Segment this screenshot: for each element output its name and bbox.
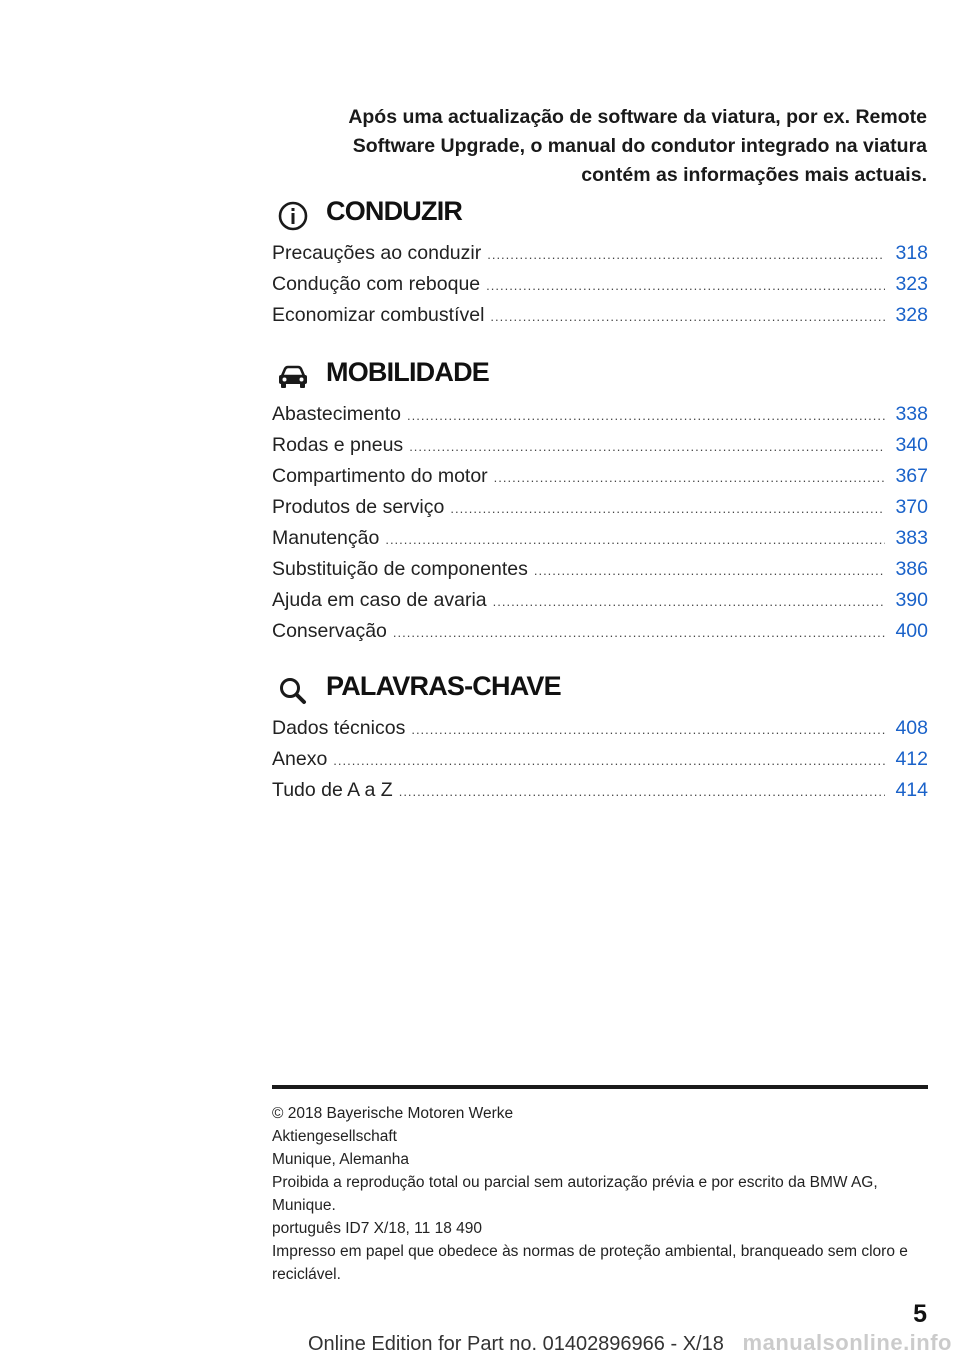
colophon-line: português ID7 X/18, 11 18 490 xyxy=(272,1220,482,1237)
online-edition-footer: Online Edition for Part no. 01402896966 - X/18 xyxy=(308,1333,724,1355)
colophon-line: Impresso em papel que obedece às normas de proteção ambiental, branqueado sem cloro e xyxy=(272,1243,908,1260)
toc-entry[interactable] xyxy=(272,616,928,647)
toc-entry-label: Economizar combustível xyxy=(272,304,485,326)
toc-leader-dots xyxy=(490,301,885,332)
info-icon xyxy=(276,199,310,233)
toc-page-link[interactable]: 370 xyxy=(895,496,928,518)
toc-leader-dots xyxy=(493,586,886,617)
toc-page-link[interactable]: 323 xyxy=(895,273,928,295)
toc-page-link[interactable]: 412 xyxy=(895,748,928,770)
toc-leader-dots xyxy=(411,714,885,745)
toc-entry-label: Precauções ao conduzir xyxy=(272,242,482,264)
divider xyxy=(272,1085,928,1089)
toc-leader-dots xyxy=(486,270,885,301)
section-title: MOBILIDADE xyxy=(326,357,489,387)
toc-page-link[interactable]: 338 xyxy=(895,403,928,425)
toc-leader-dots xyxy=(393,617,886,648)
intro-line-1: Após uma actualização de software da viatura, por ex. Remote xyxy=(348,106,927,128)
toc-entry[interactable] xyxy=(272,399,928,430)
toc-page-link[interactable]: 414 xyxy=(895,779,928,801)
toc-entry[interactable] xyxy=(272,554,928,585)
toc-page-link[interactable]: 400 xyxy=(895,620,928,642)
section-palavras-chave xyxy=(272,669,928,806)
intro-note xyxy=(287,103,927,190)
colophon xyxy=(272,1102,928,1286)
toc-entry-label: Condução com reboque xyxy=(272,273,481,295)
car-icon xyxy=(276,360,310,394)
toc-page-link[interactable]: 340 xyxy=(895,434,928,456)
watermark: manualsonline.info xyxy=(742,1330,952,1355)
toc-page-link[interactable]: 383 xyxy=(895,527,928,549)
toc-page-link[interactable]: 386 xyxy=(895,558,928,580)
toc-leader-dots xyxy=(534,555,886,586)
toc-page-link[interactable]: 318 xyxy=(895,242,928,264)
section-title: CONDUZIR xyxy=(326,196,463,226)
toc-entry-label: Tudo de A a Z xyxy=(272,779,393,801)
colophon-line: Munique, Alemanha xyxy=(272,1151,410,1168)
toc-leader-dots xyxy=(409,431,885,462)
section-title: PALAVRAS-CHAVE xyxy=(326,671,561,701)
colophon-line: Munique. xyxy=(272,1197,336,1214)
toc-entry-label: Dados técnicos xyxy=(272,717,406,739)
intro-line-3: contém as informações mais actuais. xyxy=(581,164,927,186)
section-header xyxy=(272,194,928,238)
toc-entry[interactable] xyxy=(272,775,928,806)
toc-page-link[interactable]: 367 xyxy=(895,465,928,487)
section-conduzir xyxy=(272,194,928,331)
toc-entry[interactable] xyxy=(272,238,928,269)
toc-leader-dots xyxy=(407,400,885,431)
toc-entry[interactable] xyxy=(272,585,928,616)
toc-entry-label: Compartimento do motor xyxy=(272,465,488,487)
toc-leader-dots xyxy=(487,239,885,270)
toc-entry-label: Substituição de componentes xyxy=(272,558,528,580)
intro-line-2: Software Upgrade, o manual do condutor integrado na viatura xyxy=(352,135,927,157)
colophon-line: Proibida a reprodução total ou parcial sem autorização prévia e por escrito da BMW AG, xyxy=(272,1174,878,1191)
toc-entry-label: Produtos de serviço xyxy=(272,496,445,518)
search-icon xyxy=(276,674,310,708)
toc-entry-label: Abastecimento xyxy=(272,403,401,425)
page-number: 5 xyxy=(913,1300,927,1328)
colophon-line: © 2018 Bayerische Motoren Werke xyxy=(272,1105,514,1122)
toc-leader-dots xyxy=(399,776,886,807)
section-header xyxy=(272,355,928,399)
toc-leader-dots xyxy=(385,524,885,555)
toc-entry-label: Anexo xyxy=(272,748,328,770)
toc-leader-dots xyxy=(494,462,886,493)
toc-leader-dots xyxy=(333,745,885,776)
section-header xyxy=(272,669,928,713)
toc-page-link[interactable]: 408 xyxy=(895,717,928,739)
toc-entry-label: Conservação xyxy=(272,620,387,642)
toc-entry-label: Manutenção xyxy=(272,527,380,549)
section-mobilidade xyxy=(272,355,928,647)
toc-entry[interactable] xyxy=(272,744,928,775)
toc-entry[interactable] xyxy=(272,523,928,554)
toc-entry[interactable] xyxy=(272,430,928,461)
colophon-line: reciclável. xyxy=(272,1266,341,1283)
toc-entry[interactable] xyxy=(272,461,928,492)
toc-leader-dots xyxy=(450,493,885,524)
toc-entry-label: Ajuda em caso de avaria xyxy=(272,589,487,611)
toc-entry-label: Rodas e pneus xyxy=(272,434,404,456)
toc-entry[interactable] xyxy=(272,269,928,300)
toc-page-link[interactable]: 328 xyxy=(895,304,928,326)
toc-entry[interactable] xyxy=(272,713,928,744)
toc-entry[interactable] xyxy=(272,492,928,523)
toc-page-link[interactable]: 390 xyxy=(895,589,928,611)
colophon-line: Aktiengesellschaft xyxy=(272,1128,397,1145)
toc-entry[interactable] xyxy=(272,300,928,331)
